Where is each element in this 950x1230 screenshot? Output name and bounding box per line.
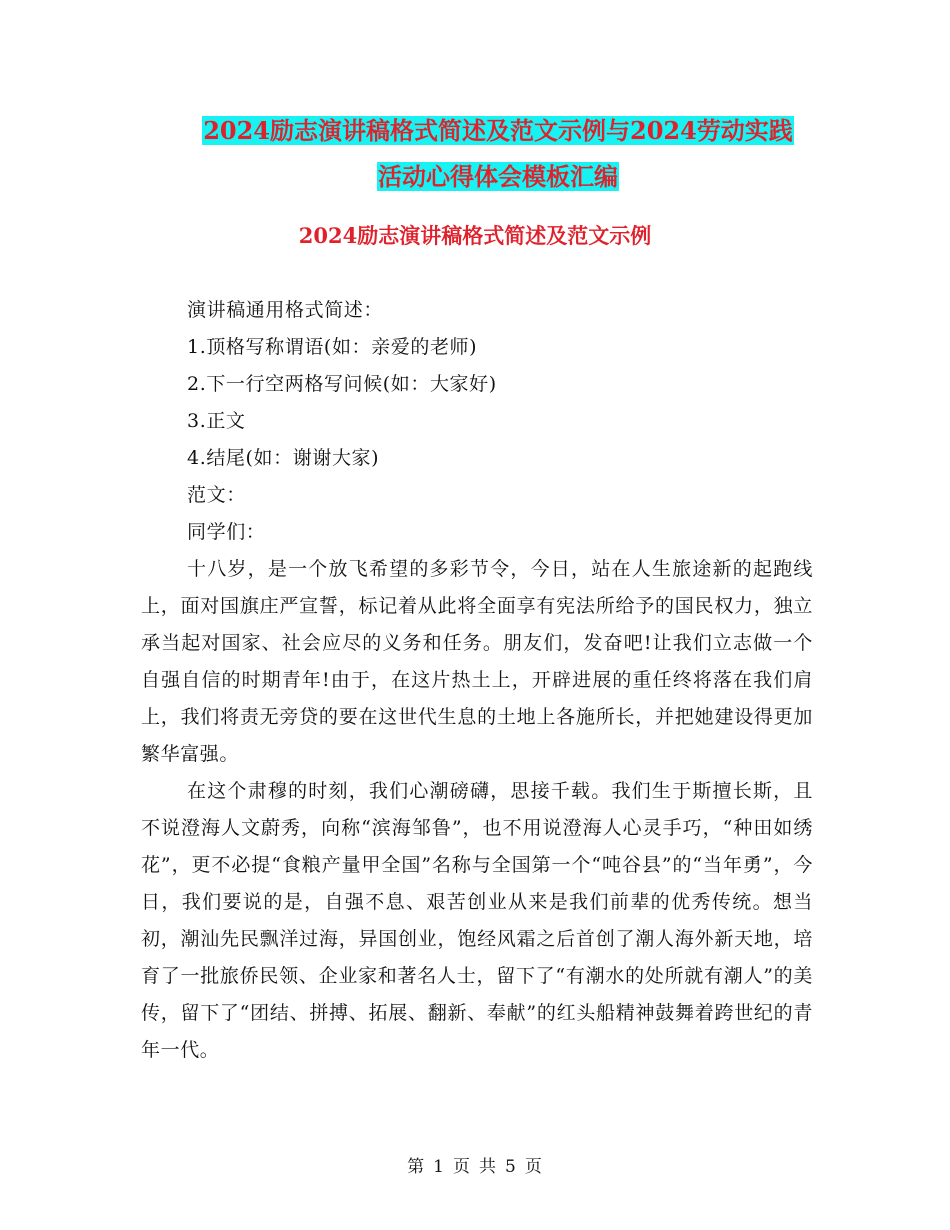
footer-total-label: 共 bbox=[479, 1157, 497, 1177]
paragraph-body-2: 在这个肃穆的时刻，我们心潮磅礴，思接千载。我们生于斯擅长斯，且不说澄海人文蔚秀，向称“滨海邹鲁”，也不用说澄海人心灵手巧，“种田如绣花”，更不必提“食粮产量甲全国”名称与全国第一个“吨谷县”的“当年勇”，今日，我们要说的是，自强不息、艰苦创业从来是我们前辈的优秀传统。想当初，潮汕先民飘洋过海，异国创业，饱经风霜之后首创了潮人海外新天地，培育了一批旅侨民领、企业家和著名人士，留下了“有潮水的处所就有潮人”的美传，留下了“团结、拼搏、拓展、翻新、奉献”的红头船精神鼓舞着跨世纪的青年一代。 bbox=[141, 780, 813, 1061]
footer-page-label: 第 bbox=[407, 1157, 426, 1177]
section-title: 2024励志演讲稿格式简述及范文示例 bbox=[298, 223, 652, 248]
footer-page-unit: 页 bbox=[453, 1157, 471, 1177]
paragraph-body-1: 十八岁，是一个放飞希望的多彩节令，今日，站在人生旅途新的起跑线上，面对国旗庄严宣誓，标记着从此将全面享有宪法所给予的国民权力，独立承当起对国家、社会应尽的义务和任务。朋友们，发奋吧!让我们立志做一个自强自信的时期青年!由于，在这片热土上，开辟进展的重任终将落在我们肩上，我们将责无旁贷的要在这世代生息的土地上各施所长，并把她建设得更加繁华富强。 bbox=[141, 558, 813, 765]
paragraph-format-item-1: 1.顶格写称谓语(如：亲爱的老师) bbox=[187, 336, 478, 358]
document-title bbox=[140, 108, 856, 200]
footer-total-unit: 页 bbox=[524, 1157, 543, 1177]
page-footer bbox=[0, 1152, 950, 1177]
paragraph-format-item-4: 4.结尾(如：谢谢大家) bbox=[187, 447, 380, 469]
paragraph-format-item-3: 3.正文 bbox=[187, 410, 246, 432]
paragraph-salutation: 同学们： bbox=[187, 521, 266, 543]
paragraph-format-intro: 演讲稿通用格式简述： bbox=[187, 299, 384, 321]
paragraph-example-label: 范文： bbox=[187, 484, 246, 506]
document-title-line-1: 2024励志演讲稿格式简述及范文示例与2024劳动实践 bbox=[203, 116, 793, 145]
document-body bbox=[141, 292, 813, 1069]
document-title-line-2: 活动心得体会模板汇编 bbox=[378, 162, 618, 191]
paragraph-format-item-2: 2.下一行空两格写问候(如：大家好) bbox=[187, 373, 497, 395]
footer-total-pages: 5 bbox=[505, 1157, 517, 1177]
footer-page-number: 1 bbox=[433, 1157, 445, 1177]
